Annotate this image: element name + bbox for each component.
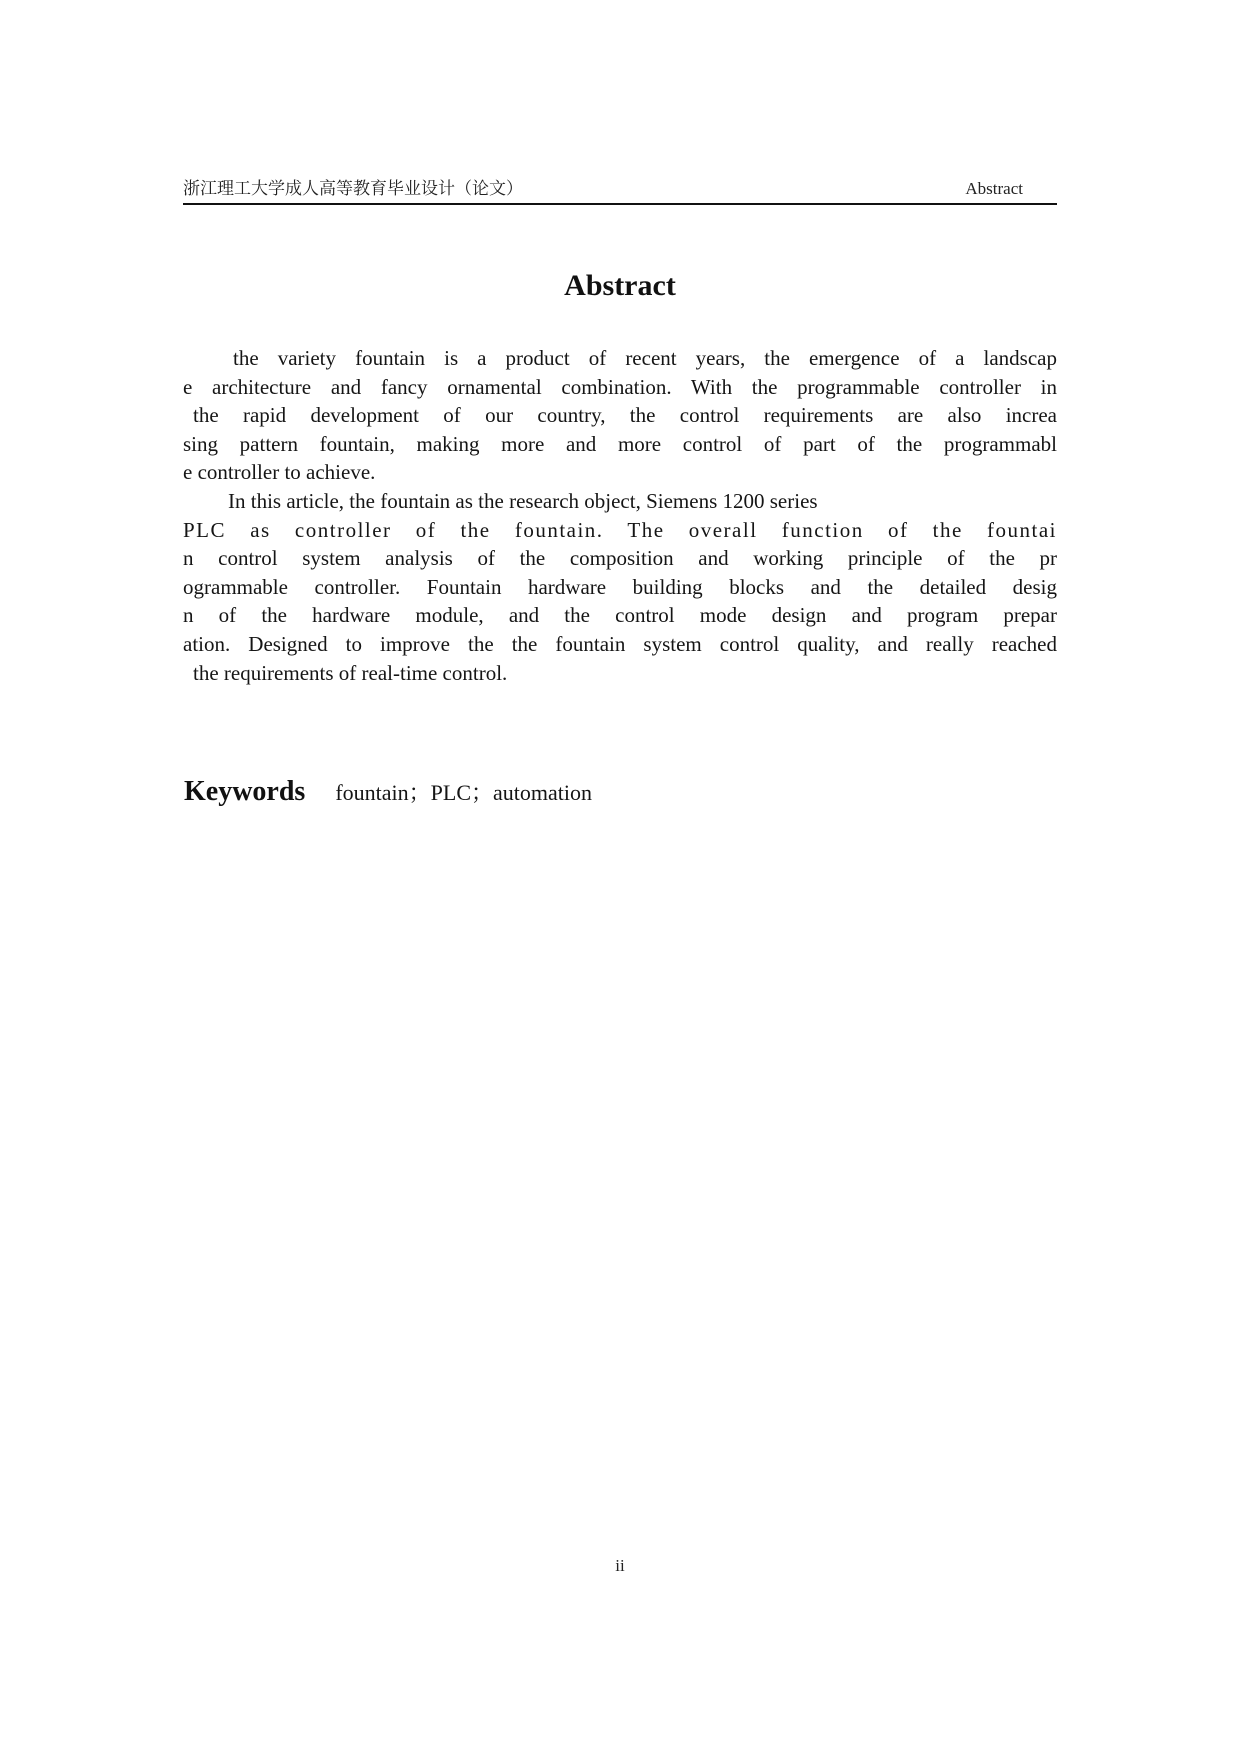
page-header xyxy=(183,177,1057,205)
abstract-p1-line-1: the variety fountain is a product of recent years, the emergence of a landscap xyxy=(233,346,1057,370)
abstract-p2-line-5: n of the hardware module, and the control mode design and program prepar xyxy=(183,603,1057,628)
page-title: Abstract xyxy=(564,269,676,302)
abstract-p2-line-4: ogrammable controller. Fountain hardware building blocks and the detailed desig xyxy=(183,574,1057,599)
abstract-p2-line-1: In this article, the fountain as the research object, Siemens 1200 series xyxy=(228,488,818,513)
abstract-body xyxy=(183,344,1057,687)
abstract-p2-line-7: the requirements of real-time control. xyxy=(193,660,508,685)
abstract-p2-line-6: ation. Designed to improve the the fountain system control quality, and really reached xyxy=(183,631,1057,656)
abstract-p1-line-2: e architecture and fancy ornamental combination. With the programmable controller in xyxy=(183,374,1057,399)
abstract-p2-line-3: n control system analysis of the composition and working principle of the pr xyxy=(183,546,1057,571)
header-university-title: 浙江理工大学成人高等教育毕业设计（论文） xyxy=(183,179,523,199)
keywords-line xyxy=(184,778,592,810)
abstract-p2-line-2: PLC as controller of the fountain. The overall function of the fountai xyxy=(183,517,1057,542)
page-number: ii xyxy=(615,1556,625,1575)
keywords-label: Keywords xyxy=(184,776,306,807)
keywords-values: fountain；PLC；automation xyxy=(335,780,592,805)
header-section-name: Abstract xyxy=(965,179,1023,198)
abstract-p1-line-4: sing pattern fountain, making more and more control of part of the programmabl xyxy=(183,431,1057,456)
abstract-p1-line-3: the rapid development of our country, the control requirements are also increa xyxy=(193,403,1057,428)
abstract-p1-line-5: e controller to achieve. xyxy=(183,460,376,485)
